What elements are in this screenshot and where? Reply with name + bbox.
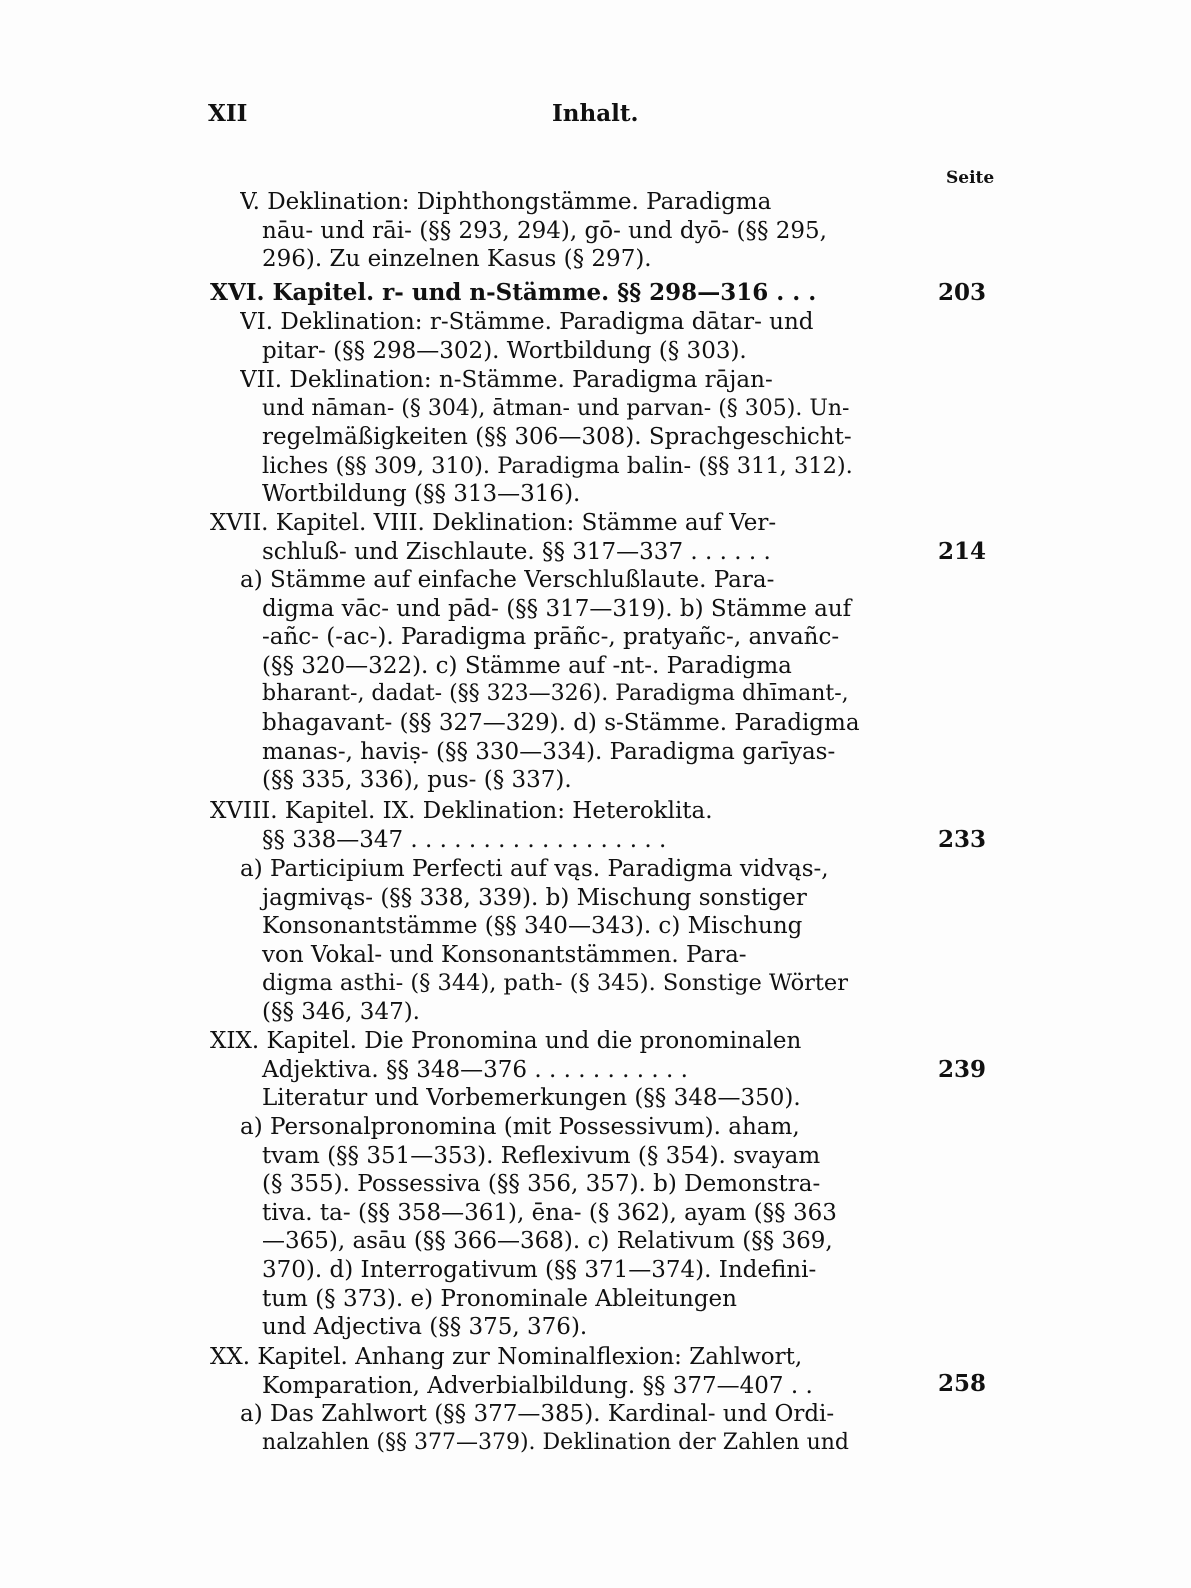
toc-line: von Vokal- und Konsonantstämmen. Para- (262, 941, 747, 968)
page-number: 258 (937, 1370, 986, 1397)
toc-line: schluß- und Zischlaute. §§ 317—337 . . . . . . (262, 538, 771, 565)
page-number: 239 (937, 1056, 986, 1083)
page-number: 214 (937, 538, 986, 565)
toc-line: liches (§§ 309, 310). Paradigma balin- (§§ 311, 312). (262, 452, 853, 479)
toc-line: jagmivąs- (§§ 338, 339). b) Mischung sonstiger (262, 884, 807, 911)
toc-line: bharant-, dadat- (§§ 323—326). Paradigma dhīmant-, (262, 681, 849, 707)
toc-line: (§§ 320—322). c) Stämme auf -nt-. Paradigma (262, 652, 792, 679)
toc-line: Literatur und Vorbemerkungen (§§ 348—350). (262, 1085, 801, 1112)
toc-line: XX. Kapitel. Anhang zur Nominalflexion: Zahlwort, (210, 1344, 803, 1370)
toc-line: V. Deklination: Diphthongstämme. Paradigma (240, 189, 772, 215)
toc-chapter-entry (210, 1343, 860, 1400)
toc-entry (240, 855, 860, 1027)
toc-line: Konsonantstämme (§§ 340—343). c) Mischung (262, 913, 803, 940)
toc-entry (240, 566, 860, 795)
toc-line: digma vāc- und pād- (§§ 317—319). b) Stämme auf (262, 595, 852, 622)
toc-chapter-entry (210, 797, 860, 854)
toc-line: und nāman- (§ 304), ātman- und parvan- (§ 305). Un- (262, 395, 850, 421)
toc-line: (§§ 335, 336), pus- (§ 337). (262, 767, 572, 794)
toc-line: Komparation, Adverbialbildung. §§ 377—407 . . (262, 1372, 813, 1399)
toc-entry (240, 188, 860, 274)
toc-line: XIX. Kapitel. Die Pronomina und die pronominalen (210, 1028, 802, 1054)
toc-entry (240, 366, 860, 509)
toc-line: §§ 338—347 . . . . . . . . . . . . . . . . . . (262, 826, 667, 853)
toc-line: nāu- und rāi- (§§ 293, 294), gō- und dyō- (§§ 295, (262, 217, 827, 244)
toc-line: VI. Deklination: r-Stämme. Paradigma dātar- und (240, 309, 814, 335)
toc-line: a) Participium Perfecti auf vąs. Paradigma vidvąs-, (240, 856, 829, 882)
toc-line: XVI. Kapitel. r- und n-Stämme. §§ 298—316 . . . (210, 279, 817, 306)
toc-line: a) Das Zahlwort (§§ 377—385). Kardinal- und Ordi- (240, 1401, 835, 1427)
toc-line: Wortbildung (§§ 313—316). (262, 481, 581, 508)
toc-chapter-entry (210, 509, 860, 566)
toc-entry (240, 1400, 860, 1457)
toc-line: digma asthi- (§ 344), path- (§ 345). Sonstige Wörter (262, 970, 848, 997)
toc-line: XVII. Kapitel. VIII. Deklination: Stämme auf Ver- (210, 510, 777, 536)
toc-line: a) Personalpronomina (mit Possessivum). aham, (240, 1114, 800, 1140)
toc-line: (§§ 346, 347). (262, 998, 420, 1025)
toc-line: pitar- (§§ 298—302). Wortbildung (§ 303). (262, 337, 747, 364)
toc-line: —365), asāu (§§ 366—368). c) Relativum (§§ 369, (262, 1228, 833, 1255)
toc-line: regelmäßigkeiten (§§ 306—308). Sprachgeschicht- (262, 424, 852, 451)
running-title: Inhalt. (552, 100, 639, 127)
page-column-label: Seite (946, 168, 995, 188)
toc-chapter-entry (210, 279, 860, 308)
toc-entry (240, 308, 860, 365)
toc-line: VII. Deklination: n-Stämme. Paradigma rājan- (240, 367, 773, 393)
toc-line: Adjektiva. §§ 348—376 . . . . . . . . . . . (262, 1056, 688, 1083)
toc-line: 370). d) Interrogativum (§§ 371—374). Indefini- (262, 1256, 817, 1283)
toc-line: 296). Zu einzelnen Kasus (§ 297). (262, 246, 652, 273)
toc-chapter-entry (210, 1027, 860, 1113)
toc-line: XVIII. Kapitel. IX. Deklination: Heteroklita. (210, 798, 713, 824)
toc-line: (§ 355). Possessiva (§§ 356, 357). b) Demonstra- (262, 1171, 821, 1198)
toc-line: und Adjectiva (§§ 375, 376). (262, 1314, 588, 1341)
toc-line: a) Stämme auf einfache Verschlußlaute. Para- (240, 567, 775, 593)
toc-line: -añc- (-ac-). Paradigma prāñc-, pratyañc-, anvañc- (262, 624, 840, 651)
toc-line: tum (§ 373). e) Pronominale Ableitungen (262, 1285, 737, 1312)
toc-line: bhagavant- (§§ 327—329). d) s-Stämme. Paradigma (262, 709, 860, 736)
toc-line: tvam (§§ 351—353). Reflexivum (§ 354). svayam (262, 1142, 821, 1169)
page-number: 203 (937, 279, 986, 306)
page-number: 233 (937, 826, 986, 853)
page-numeral: XII (208, 100, 248, 127)
toc-entry (240, 1113, 860, 1342)
toc-line: manas-, haviṣ- (§§ 330—334). Paradigma garīyas- (262, 738, 836, 765)
toc-line: tiva. ta- (§§ 358—361), ēna- (§ 362), ayam (§§ 363 (262, 1199, 837, 1226)
toc-line: nalzahlen (§§ 377—379). Deklination der Zahlen und (262, 1429, 849, 1455)
